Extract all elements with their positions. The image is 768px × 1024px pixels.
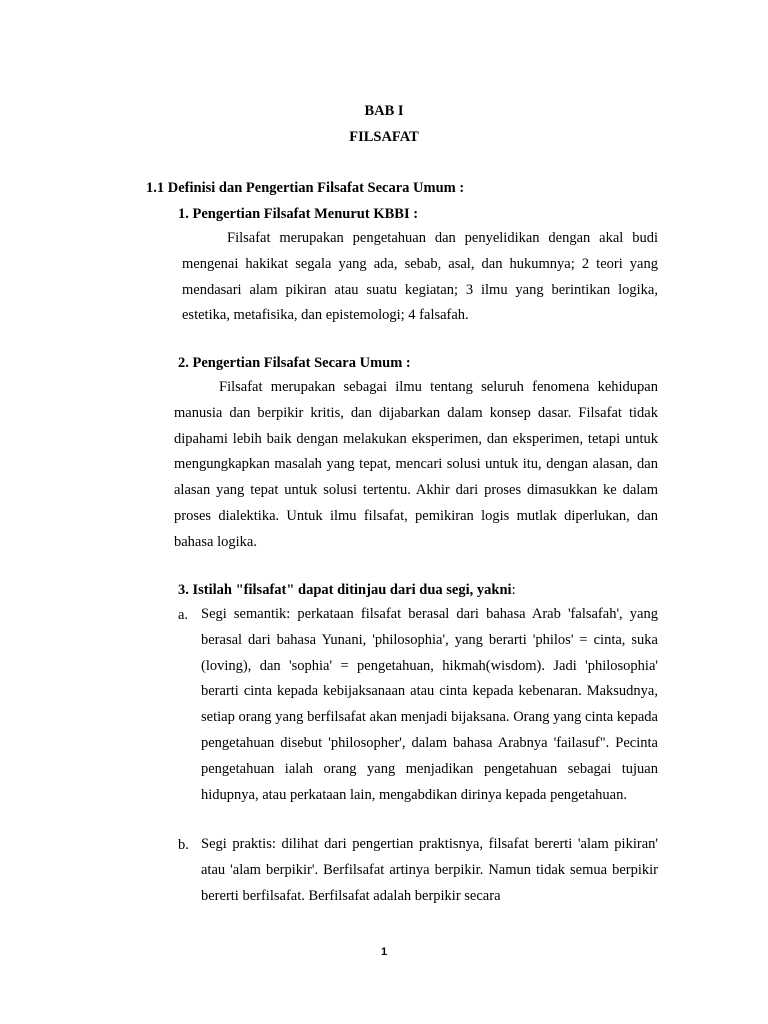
item-1-heading: 1. Pengertian Filsafat Menurut KBBI : <box>178 206 419 222</box>
subitem-a-paragraph: Segi semantik: perkataan filsafat berasal dari bahasa Arab 'falsafah', yang berasal dari bahasa Yunani, 'philosophia', yang berarti 'philos' = cinta, suka (loving), dan 'sophia' = pengetahuan, hikmah(wisdom). Jadi 'philosophia' berarti cinta kepada kebijaksanaan atau cinta kepada kebenaran. Maksudnya, setiap orang yang berfilsafat akan menjadi bijaksana. Orang yang cinta kepada pengetahuan disebut 'philosopher', dalam bahasa Arabnya 'failasuf". Pecinta pengetahuan ialah orang yang menjadikan pengetahuan sebagai tujuan hidupnya, atau perkataan lain, mengabdikan dirinya kepada pengetahuan. <box>201 606 658 803</box>
subitem-b-marker: b. <box>178 837 189 853</box>
page-number: 1 <box>380 946 388 958</box>
item-2-paragraph: Filsafat merupakan sebagai ilmu tentang seluruh fenomena kehidupan manusia dan berpikir kritis, dan dijabarkan dalam konsep dasar. Filsafat tidak dipahami lebih baik dengan melakukan eksperimen, dan eksperimen, tetapi untuk mengungkapkan masalah yang tepat, mencari solusi untuk itu, dengan alasan, dan alasan yang tepat untuk solusi tertentu. Akhir dari proses dimasukkan ke dalam proses dialektika. Untuk ilmu filsafat, pemikiran logis mutlak diperlukan, dan bahasa logika. <box>174 379 658 550</box>
subitem-a-marker: a. <box>178 607 189 623</box>
item-3-heading: 3. Istilah "filsafat" dapat ditinjau dari dua segi, yakni: <box>178 582 516 598</box>
chapter-title: FILSAFAT <box>349 129 419 145</box>
subitem-b-paragraph: Segi praktis: dilihat dari pengertian praktisnya, filsafat bererti 'alam pikiran' atau 'alam berpikir'. Berfilsafat artinya berpikir. Namun tidak semua berpikir bererti berfilsafat. Berfilsafat adalah berpikir secara <box>201 836 658 904</box>
item-1-paragraph: Filsafat merupakan pengetahuan dan penyelidikan dengan akal budi mengenai hakikat segala yang ada, sebab, asal, dan hukumnya; 2 teori yang mendasari alam pikiran atau suatu kegiatan; 3 ilmu yang berintikan logika, estetika, metafisika, dan epistemologi; 4 falsafah. <box>182 230 658 324</box>
item-2-heading: 2. Pengertian Filsafat Secara Umum : <box>178 355 411 371</box>
section-heading: 1.1 Definisi dan Pengertian Filsafat Secara Umum : <box>146 180 465 196</box>
chapter-number: BAB I <box>364 103 404 119</box>
